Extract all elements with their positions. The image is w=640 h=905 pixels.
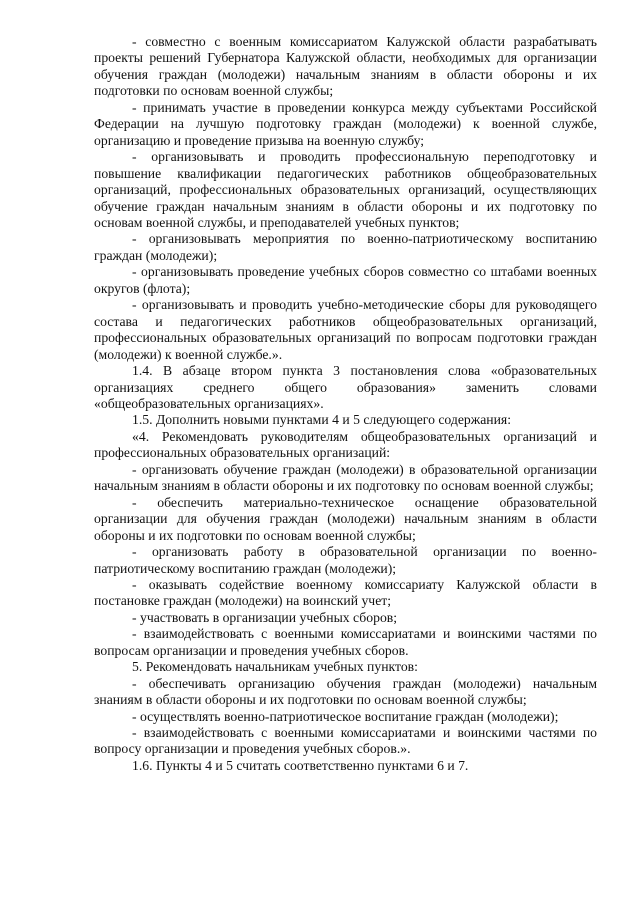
paragraph-16: 5. Рекомендовать начальникам учебных пунктов:: [132, 659, 418, 675]
paragraph-6: - организовывать и проводить учебно-методические сборы для руководящего состава и педагогических работников общеобразовательных организаций, профессиональных образовательных организаций по вопросам подготовки граждан (молодежи) к военной службе.».: [94, 297, 597, 362]
paragraph-9: «4. Рекомендовать руководителям общеобразовательных организаций и профессиональных образовательных организаций:: [94, 428, 597, 461]
paragraph-19: - взаимодействовать с военными комиссариатами и воинскими частями по вопросу организации и проведения учебных сборов.».: [94, 725, 597, 757]
paragraph-8: 1.5. Дополнить новыми пунктами 4 и 5 следующего содержания:: [132, 412, 512, 428]
paragraph-1: - совместно с военным комиссариатом Калужской области разрабатывать проекты решений Губернатора Калужской области, необходимых для организации обучения граждан (молодежи) начальным знаниям в области обороны и их подготовки по основам военной службы;: [94, 34, 597, 99]
paragraph-13: - оказывать содействие военному комиссариату Калужской области в постановке граждан (молодежи) на воинский учет;: [94, 576, 597, 609]
paragraph-14: - участвовать в организации учебных сборов;: [132, 609, 398, 625]
paragraph-20: 1.6. Пункты 4 и 5 считать соответственно пунктами 6 и 7.: [132, 757, 469, 773]
paragraph-3: - организовывать и проводить профессиональную переподготовку и повышение квалификации педагогических работников общеобразовательных организаций, профессиональных образовательных организаций, осуществляющих обучение граждан начальным знаниям в области обороны и их подготовку по основам военной службы, и преподавателей учебных пунктов;: [94, 149, 597, 230]
paragraph-12: - организовать работу в образовательной организации по военно-патриотическому воспитанию граждан (молодежи);: [94, 544, 597, 576]
paragraph-15: - взаимодействовать с военными комиссариатами и воинскими частями по вопросам организации и проведения учебных сборов.: [94, 626, 597, 658]
paragraph-17: - обеспечивать организацию обучения граждан (молодежи) начальным знаниям в области обороны и их подготовки по основам военной службы;: [94, 675, 597, 708]
paragraph-18: - осуществлять военно-патриотическое воспитание граждан (молодежи);: [132, 708, 559, 724]
paragraph-4: - организовывать мероприятия по военно-патриотическому воспитанию граждан (молодежи);: [94, 231, 597, 263]
paragraph-11: - обеспечить материально-техническое оснащение образовательной организации для обучения граждан (молодежи) начальным знаниям в области обороны и их подготовки по основам военной службы;: [94, 494, 597, 543]
document-page: [94, 34, 597, 774]
paragraph-10: - организовать обучение граждан (молодежи) в образовательной организации начальным знаниям в области обороны и их подготовку по основам военной службы;: [94, 461, 597, 494]
paragraph-7: 1.4. В абзаце втором пункта 3 постановления слова «образовательных организациях среднего общего образования» заменить словами «общеобразовательных организациях».: [94, 363, 597, 411]
paragraph-5: - организовывать проведение учебных сборов совместно со штабами военных округов (флота);: [94, 264, 597, 296]
paragraph-2: - принимать участие в проведении конкурса между субъектами Российской Федерации на лучшую подготовку граждан (молодежи) к военной службе, организацию и проведение призыва на военную службу;: [94, 99, 597, 148]
